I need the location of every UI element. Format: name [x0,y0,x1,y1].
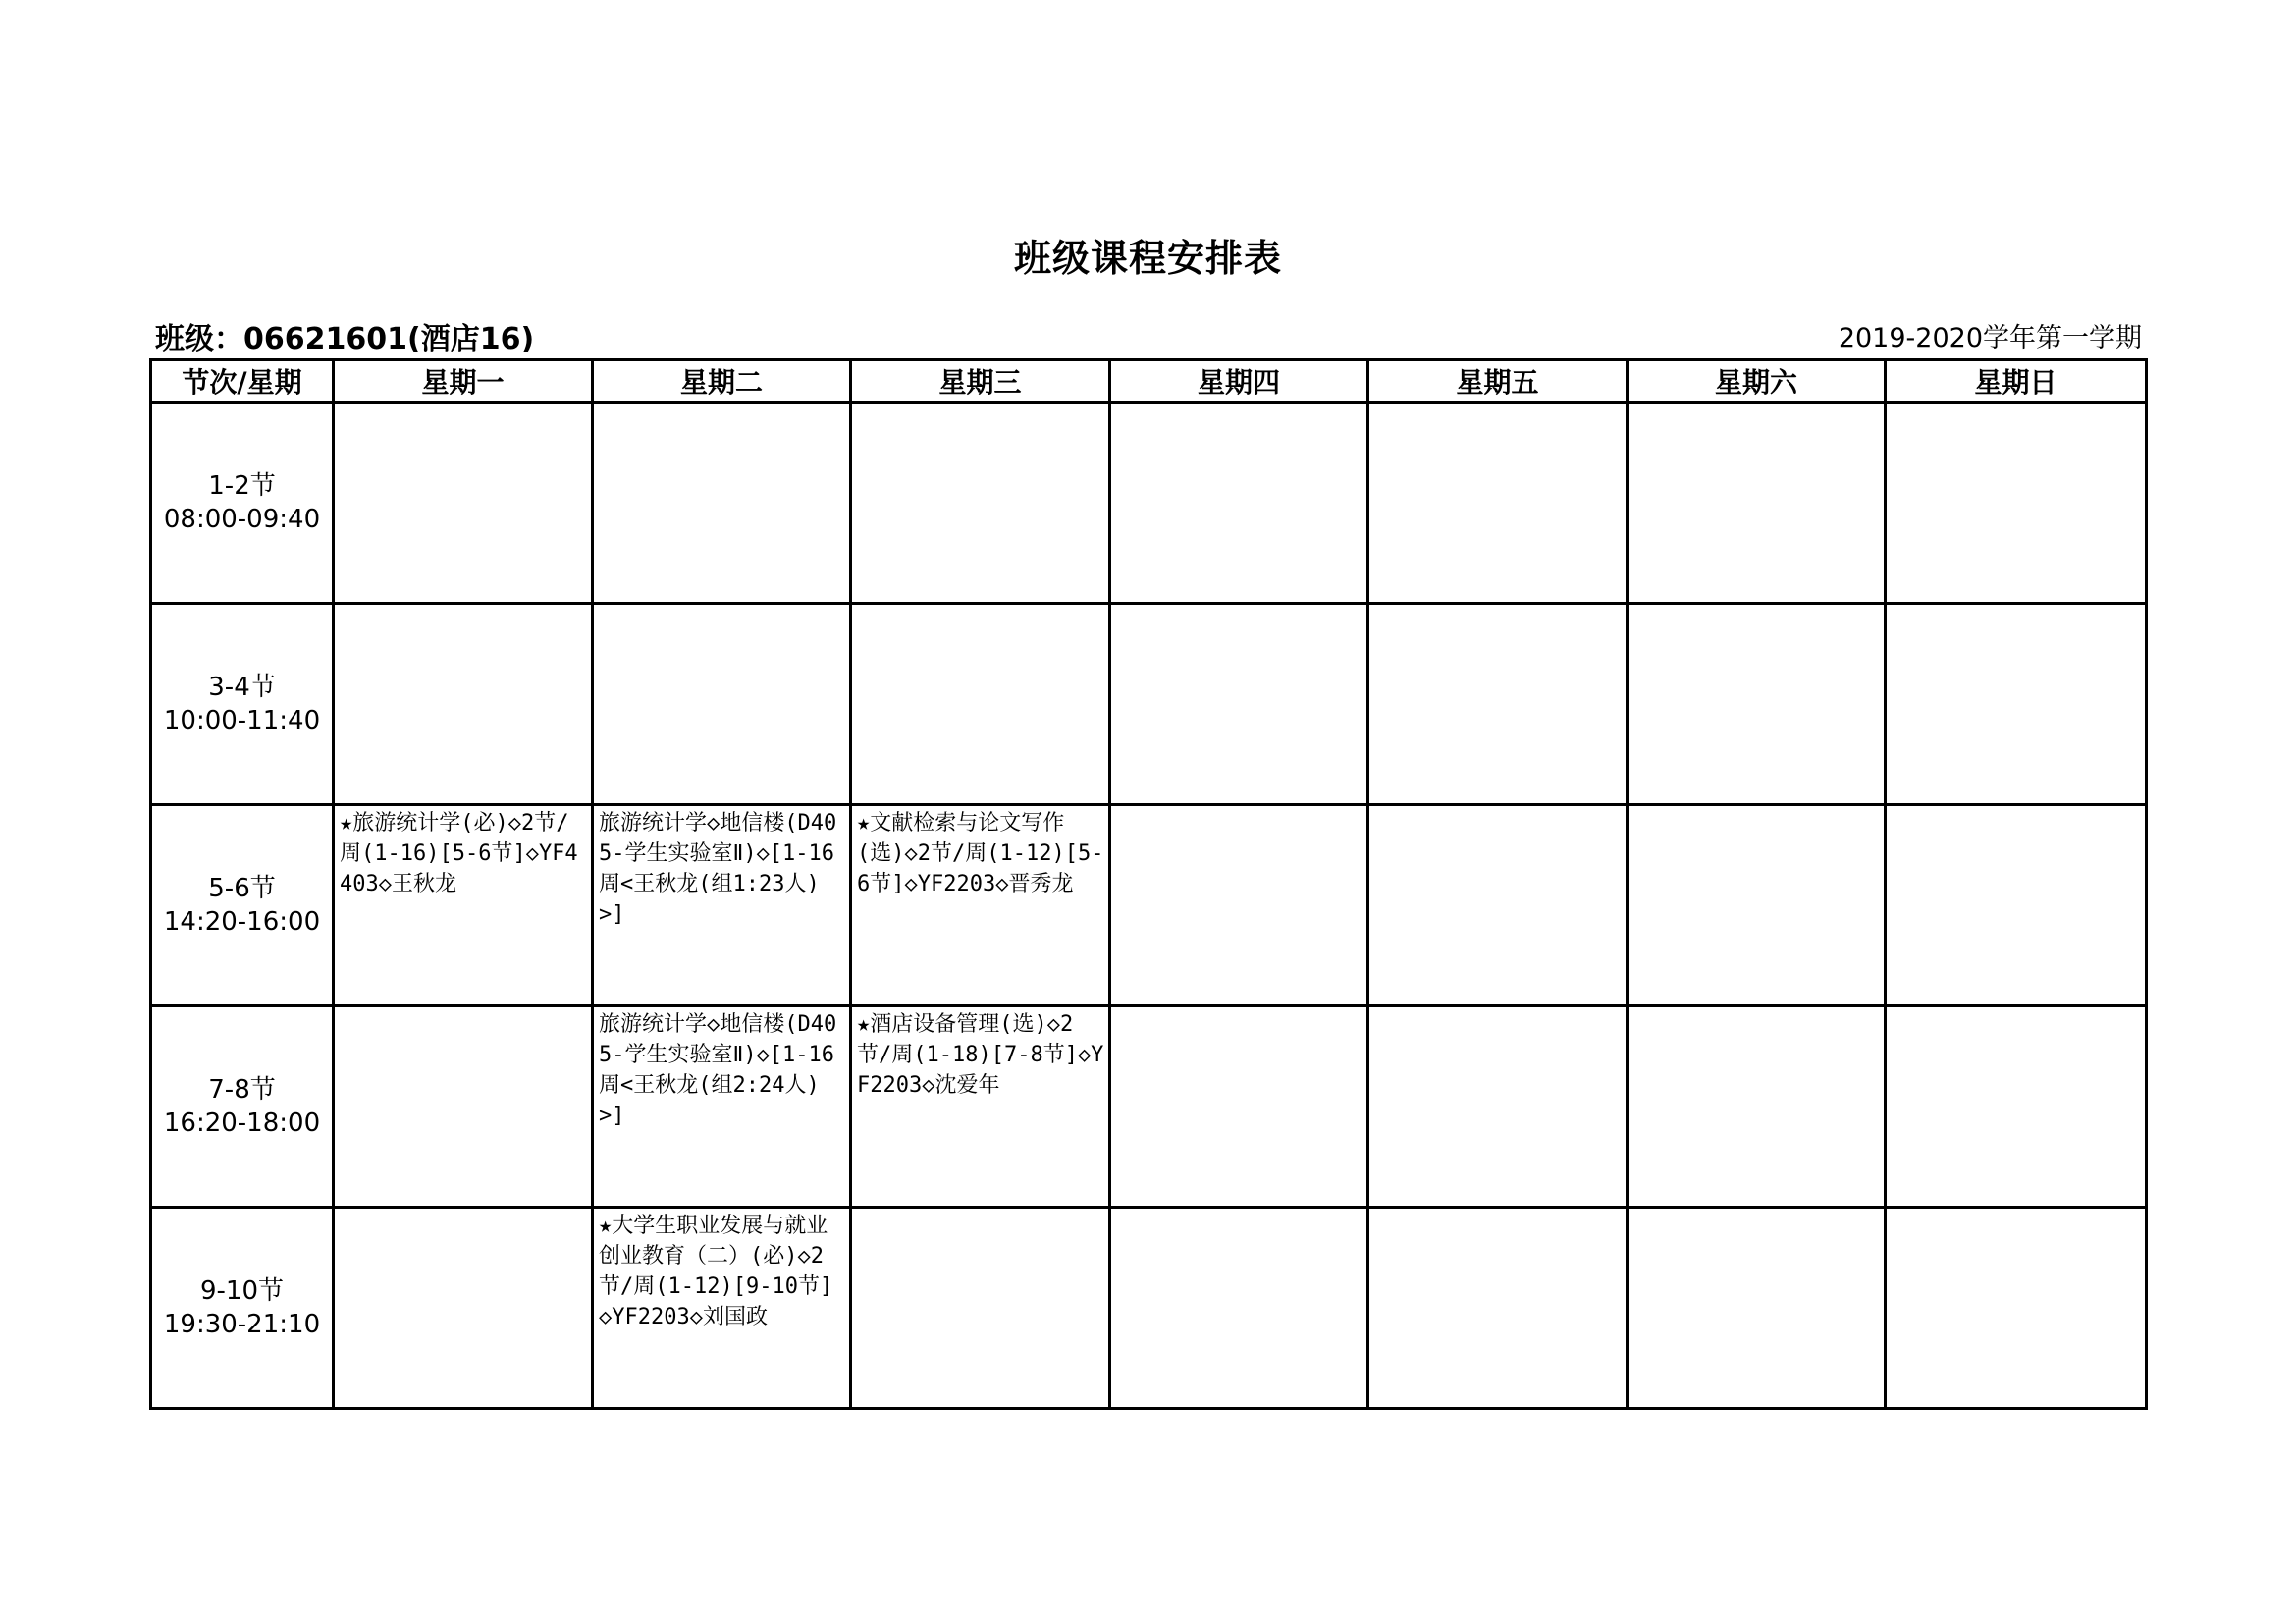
schedule-cell [851,604,1110,805]
course-entry [335,1007,591,1009]
period-time: 08:00-09:40 [163,505,321,534]
schedule-cell [1886,1006,2147,1208]
course-entry: ★大学生职业发展与就业创业教育（二）(必)◇2节/周(1-12)[9-10节]◇YF2203◇刘国政 [599,1214,833,1329]
table-row [151,1208,2147,1409]
schedule-cell [1628,403,1886,604]
schedule-cell [851,1006,1110,1208]
schedule-cell [1110,1208,1368,1409]
schedule-cell [1886,805,2147,1006]
schedule-cell [334,1208,593,1409]
period-cell [151,1006,334,1208]
schedule-cell [1886,604,2147,805]
period-label: 5-6节 [208,874,276,903]
page-title: 班级课程安排表 [1013,237,1282,280]
schedule-cell [1368,1208,1628,1409]
course-entry [1111,605,1366,607]
header-sunday: 星期日 [1886,360,2147,403]
schedule-cell [1110,805,1368,1006]
schedule-cell [1368,403,1628,604]
schedule-cell [1886,1208,2147,1409]
course-entry: 旅游统计学◇地信楼(D405-学生实验室Ⅱ)◇[1-16周<王秋龙(组2:24人)>] [599,1012,837,1128]
schedule-cell [593,805,851,1006]
schedule-cell [1628,805,1886,1006]
schedule-cell [1628,1006,1886,1208]
course-entry [1111,404,1366,406]
schedule-cell [1110,604,1368,805]
header-saturday: 星期六 [1628,360,1886,403]
table-row [151,805,2147,1006]
schedule-cell [1628,604,1886,805]
schedule-cell [851,403,1110,604]
course-entry [1369,806,1626,808]
period-label: 1-2节 [208,471,276,501]
table-row [151,403,2147,604]
course-entry [852,404,1108,406]
semester-label: 2019-2020学年第一学期 [1838,323,2142,353]
course-entry [1629,404,1884,406]
header-period: 节次/星期 [151,360,334,403]
header-tuesday: 星期二 [593,360,851,403]
period-cell [151,403,334,604]
header-thursday: 星期四 [1110,360,1368,403]
course-entry [1111,1007,1366,1009]
schedule-cell [1110,403,1368,604]
period-time: 19:30-21:10 [163,1310,321,1339]
period-cell [151,805,334,1006]
schedule-cell [593,604,851,805]
course-entry [1629,806,1884,808]
period-time: 16:20-18:00 [163,1109,321,1138]
course-entry [1369,1209,1626,1211]
schedule-cell [334,403,593,604]
schedule-cell [1368,604,1628,805]
course-entry [1887,404,2145,406]
period-time: 10:00-11:40 [163,706,321,735]
schedule-cell [334,1006,593,1208]
course-entry: ★旅游统计学(必)◇2节/周(1-16)[5-6节]◇YF4403◇王秋龙 [340,811,578,896]
table-row [151,1006,2147,1208]
period-cell [151,1208,334,1409]
course-entry [1111,806,1366,808]
class-label: 班级：06621601(酒店16) [155,322,535,356]
schedule-table [149,358,2148,1410]
course-entry [1369,605,1626,607]
schedule-cell [1628,1208,1886,1409]
course-entry [594,605,849,607]
course-entry: 旅游统计学◇地信楼(D405-学生实验室Ⅱ)◇[1-16周<王秋龙(组1:23人)>] [599,811,837,927]
schedule-cell [593,403,851,604]
course-entry [594,404,849,406]
schedule-cell [1886,403,2147,604]
course-entry [1887,605,2145,607]
course-entry [1111,1209,1366,1211]
course-entry: ★文献检索与论文写作(选)◇2节/周(1-12)[5-6节]◇YF2203◇晋秀龙 [857,811,1104,896]
schedule-cell [851,1208,1110,1409]
period-label: 3-4节 [208,673,276,702]
header-monday: 星期一 [334,360,593,403]
schedule-cell [1368,1006,1628,1208]
table-row [151,604,2147,805]
course-entry [1629,605,1884,607]
course-entry [335,605,591,607]
course-entry [1629,1209,1884,1211]
period-label: 9-10节 [199,1276,284,1306]
course-entry [1629,1007,1884,1009]
course-entry [335,404,591,406]
schedule-cell [334,604,593,805]
period-label: 7-8节 [208,1075,276,1105]
schedule-cell [593,1006,851,1208]
header-row [151,360,2147,403]
period-cell [151,604,334,805]
schedule-cell [851,805,1110,1006]
course-entry [1369,1007,1626,1009]
schedule-cell [1368,805,1628,1006]
header-wednesday: 星期三 [851,360,1110,403]
schedule-cell [593,1208,851,1409]
course-entry [852,1209,1108,1211]
course-entry: ★酒店设备管理(选)◇2节/周(1-18)[7-8节]◇YF2203◇沈爱年 [857,1012,1104,1098]
period-time: 14:20-16:00 [163,907,321,937]
course-entry [1887,1007,2145,1009]
course-entry [335,1209,591,1211]
course-entry [1887,1209,2145,1211]
schedule-cell [1110,1006,1368,1208]
course-entry [1369,404,1626,406]
header-friday: 星期五 [1368,360,1628,403]
schedule-cell [334,805,593,1006]
course-entry [1887,806,2145,808]
course-entry [852,605,1108,607]
